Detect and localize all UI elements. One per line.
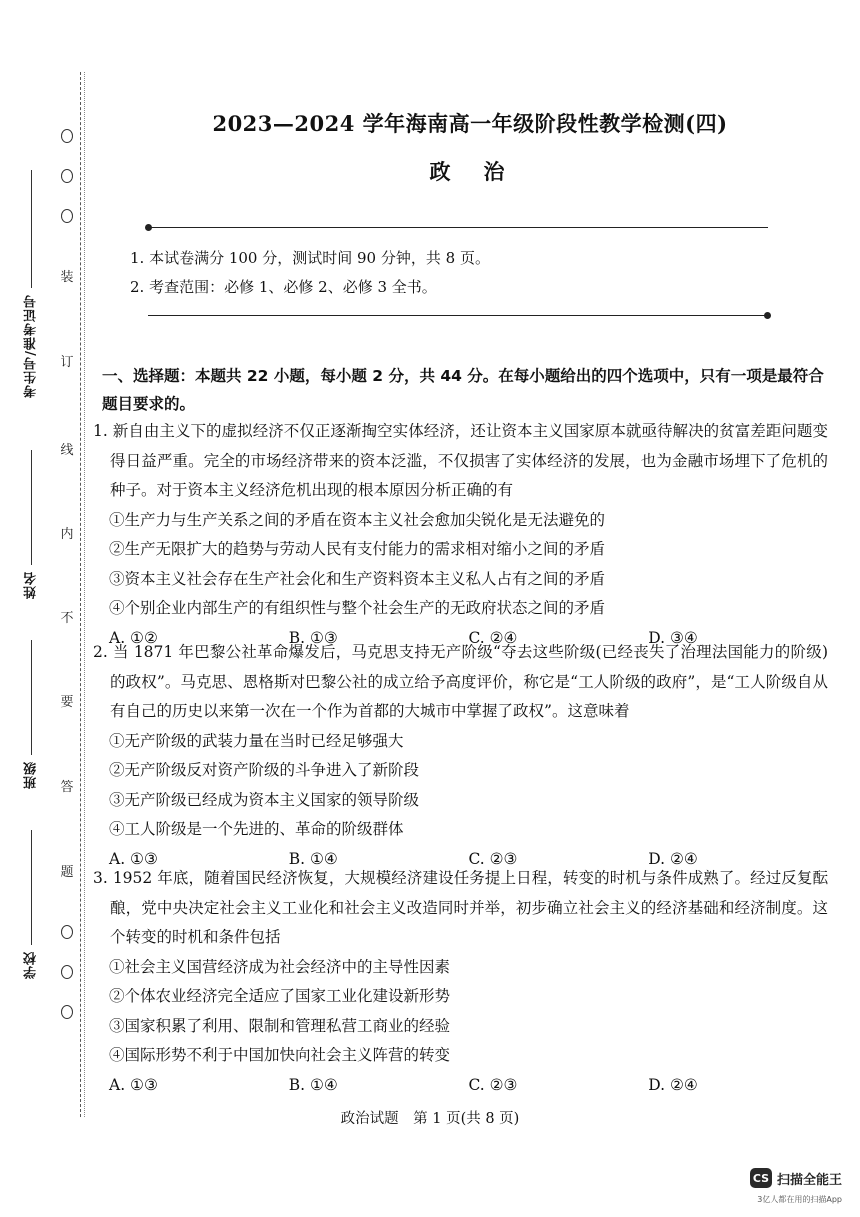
note-line: 2. 考查范围：必修 1、必修 2、必修 3 全书。 [130,278,437,296]
statement-option: ②生产无限扩大的趋势与劳动人民有支付能力的需求相对缩小之间的矛盾 [109,540,606,558]
rule-dot [764,312,771,319]
camscanner-logo-icon: CS [750,1168,772,1188]
choice-b[interactable]: B. ①④ [288,849,338,868]
statement-option: ①生产力与生产关系之间的矛盾在资本主义社会愈加尖锐化是无法避免的 [109,510,606,529]
exam-notes [130,244,490,302]
field-exam-number[interactable] [18,170,44,398]
field-write-line [31,640,32,755]
statement-option: ②无产阶级反对资产阶级的斗争进入了新阶段 [109,761,420,779]
circle-mark [61,1005,73,1019]
statement-option: ③无产阶级已经成为资本主义国家的领导阶级 [109,790,420,809]
top-rule [148,227,768,228]
choice-d[interactable]: D. ②④ [648,1075,698,1094]
watermark-tagline: 3亿人都在用的扫描App [757,1195,842,1204]
field-label: 考生号/准考证号 [23,294,39,398]
field-write-line [31,450,32,565]
binding-dotted-line [84,72,85,1117]
seal-char: 要 [60,695,74,710]
choice-b[interactable]: B. ①④ [288,1075,338,1094]
circle-mark [61,169,73,183]
exam-subject: 政 治 [429,160,511,184]
circle-mark [61,965,73,979]
rule-dot [145,224,152,231]
watermark-name: 扫描全能王 [776,1172,842,1188]
choice-d[interactable]: D. ③④ [648,628,698,647]
binding-line [80,72,81,1117]
field-school[interactable] [18,830,44,979]
statement-option: ③国家积累了利用、限制和管理私营工商业的经验 [109,1016,451,1035]
exam-title: 2023—2024 学年海南高一年级阶段性教学检测(四) [212,111,728,136]
statement-option: ②个体农业经济完全适应了国家工业化建设新形势 [109,987,451,1005]
field-label: 学校 [23,951,39,979]
circle-mark [61,129,73,143]
question-stem: 3. 1952 年底，随着国民经济恢复，大规模经济建设任务提上日程，转变的时机与条件成熟了。经过反复酝酿，党中央决定社会主义工业化和社会主义改造同时并举，初步确立社会主义的经济基础和经济制度。这个转变的时机和条件包括 [93,869,828,946]
scanner-watermark [750,1168,842,1188]
seal-char: 题 [60,865,74,880]
choice-c[interactable]: C. ②③ [468,1075,518,1094]
page-footer: 政治试题 第 1 页(共 8 页) [340,1111,520,1127]
choice-a[interactable]: A. ①② [109,628,158,647]
field-name[interactable] [18,450,44,599]
seal-char: 线 [60,443,74,458]
question-1 [93,417,828,653]
choice-c[interactable]: C. ②③ [468,849,518,868]
choice-d[interactable]: D. ②④ [648,849,698,868]
bottom-rule [148,315,768,316]
seal-char: 不 [60,611,74,626]
field-label: 姓名 [23,571,39,599]
answer-choices [93,1071,828,1101]
question-2 [93,638,828,874]
question-3 [93,864,828,1100]
field-class[interactable] [18,640,44,789]
choice-c[interactable]: C. ②④ [468,628,518,647]
statement-option: ④国际形势不利于中国加快向社会主义阵营的转变 [109,1046,451,1064]
circle-mark [61,209,73,223]
choice-a[interactable]: A. ①③ [109,1075,158,1094]
field-write-line [31,170,32,288]
statement-option: ①社会主义国营经济成为社会经济中的主导性因素 [109,957,451,976]
seal-char: 订 [60,355,74,370]
choice-a[interactable]: A. ①③ [109,849,158,868]
choice-b[interactable]: B. ①③ [288,628,338,647]
seal-char: 答 [60,780,74,795]
seal-char: 装 [60,270,74,285]
statement-option: ①无产阶级的武装力量在当时已经足够强大 [109,731,404,750]
section-heading: 一、选择题：本题共 22 小题，每小题 2 分，共 44 分。在每小题给出的四个选项中，只有一项是最符合题目要求的。 [102,367,824,413]
field-label: 班级 [23,761,39,789]
field-write-line [31,830,32,945]
statement-option: ③资本主义社会存在生产社会化和生产资料资本主义私人占有之间的矛盾 [109,569,606,588]
statement-option: ④工人阶级是一个先进的、革命的阶级群体 [109,820,404,838]
question-stem: 2. 当 1871 年巴黎公社革命爆发后，马克思支持无产阶级“夺去这些阶级(已经丧失了治理法国能力的阶级)的政权”。马克思、恩格斯对巴黎公社的成立给予高度评价，称它是“工人阶级的政府”，是“工人阶级自从有自己的历史以来第一次在一个作为首都的大城市中掌握了政权”。这意味着 [93,643,828,720]
question-stem: 1. 新自由主义下的虚拟经济不仅正逐渐掏空实体经济，还让资本主义国家原本就亟待解决的贫富差距问题变得日益严重。完全的市场经济带来的资本泛滥，不仅损害了实体经济的发展，也为金融市场埋下了危机的种子。对于资本主义经济危机出现的根本原因分析正确的有 [93,422,828,499]
note-line: 1. 本试卷满分 100 分，测试时间 90 分钟，共 8 页。 [130,249,490,267]
statement-option: ④个别企业内部生产的有组织性与整个社会生产的无政府状态之间的矛盾 [109,599,606,617]
circle-mark [61,925,73,939]
seal-char: 内 [60,527,74,542]
